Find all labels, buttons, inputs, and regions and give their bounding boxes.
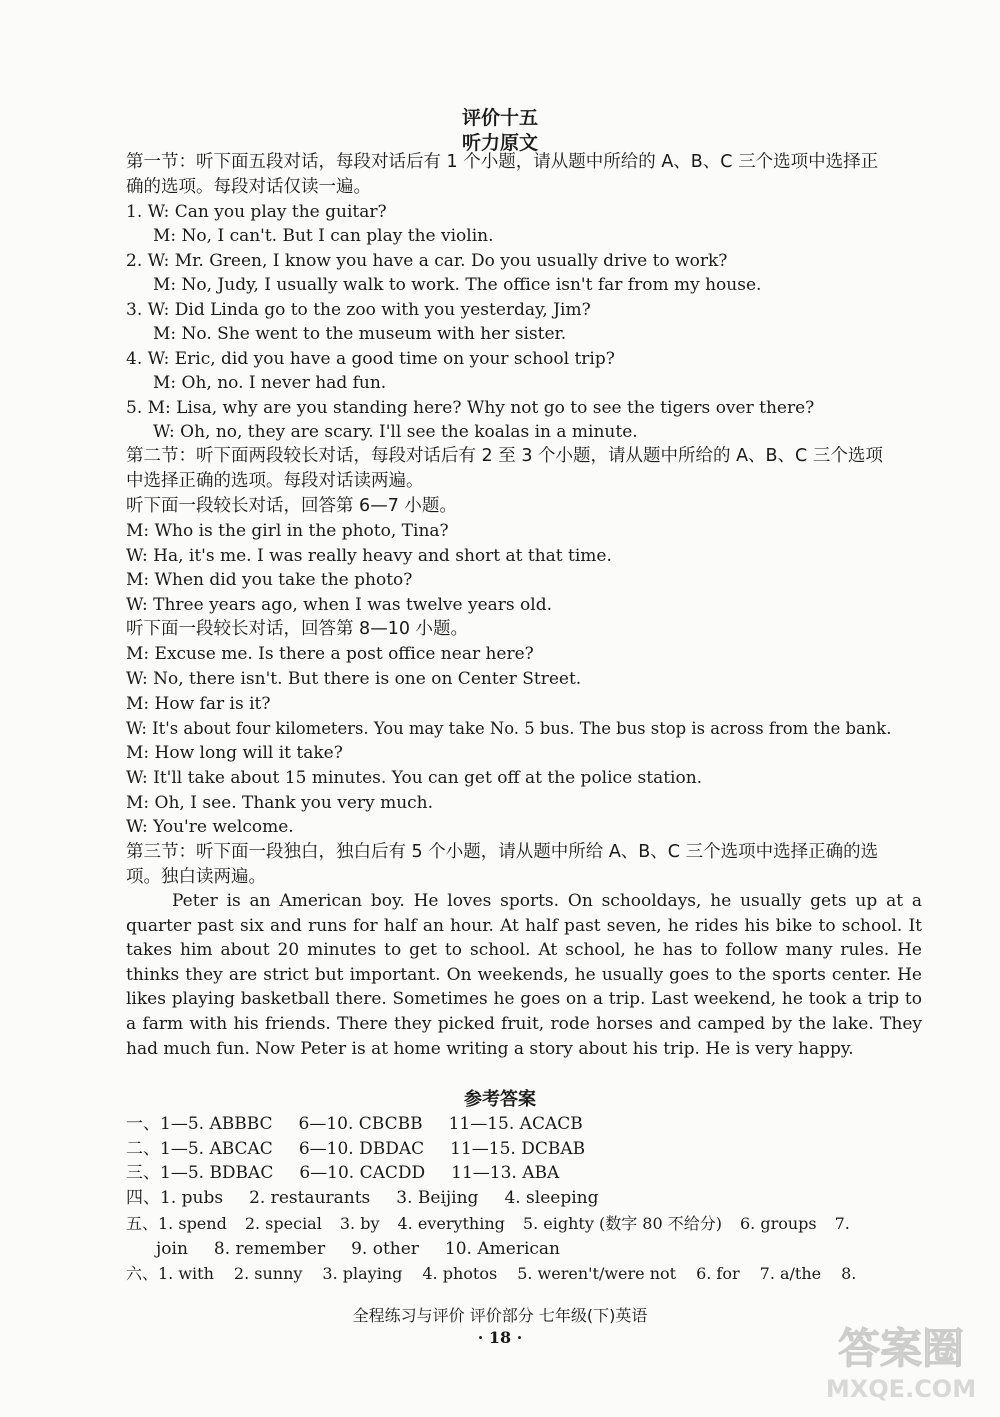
- dialog-line: M: How far is it?: [126, 694, 271, 714]
- section2-intro-line2: 中选择正确的选项。每段对话读两遍。: [126, 471, 424, 491]
- monologue-passage: Peter is an American boy. He loves sports. On schooldays, he usually gets up at a quarter past six and runs for half an hour. At half past seven, he rides his bike to school. It takes him about 20 minutes to get to school. At school, he has to follow many rules. He thinks they are strict but important. On weekends, he usually goes to the sports center. He likes playing basketball there. Sometimes he goes on a trip. Last weekend, he took a trip to a farm with his friends. There they picked fruit, rode horses and camped by the lake. They had much fun. Now Peter is at home writing a story about his trip. He is very happy.: [126, 891, 922, 1059]
- dialog-line: M: No. She went to the museum with her sister.: [153, 324, 567, 344]
- dialog1-intro: 听下面一段较长对话，回答第 6—7 小题。: [126, 496, 457, 516]
- answer-row: 三、1—5. BDBAC 6—10. CACDD 11—13. ABA: [126, 1163, 560, 1183]
- dialog-line: M: No, Judy, I usually walk to work. The office isn't far from my house.: [153, 275, 762, 295]
- dialog-line: M: Who is the girl in the photo, Tina?: [126, 521, 449, 541]
- dialog-line: 1. W: Can you play the guitar?: [126, 202, 387, 222]
- dialog-line: 4. W: Eric, did you have a good time on your school trip?: [126, 349, 615, 369]
- dialog-line: 3. W: Did Linda go to the zoo with you yesterday, Jim?: [126, 300, 591, 320]
- answer-row: join 8. remember 9. other 10. American: [156, 1239, 560, 1259]
- page-subtitle: 听力原文: [461, 132, 538, 154]
- section3-intro-line1: 第三节：听下面一段独白，独白后有 5 个小题，请从题中所给 A、B、C 三个选项中选择正确的选: [126, 842, 879, 862]
- watermark-bottom-text: MXQE.COM: [825, 1375, 977, 1403]
- dialog-line: W: Three years ago, when I was twelve years old.: [126, 595, 552, 615]
- dialog-line: W: No, there isn't. But there is one on Center Street.: [126, 669, 582, 689]
- answer-row: 二、1—5. ABCAC 6—10. DBDAC 11—15. DCBAB: [126, 1139, 586, 1159]
- section1-intro-line2: 确的选项。每段对话仅读一遍。: [126, 177, 371, 197]
- page-footer: 全程练习与评价 评价部分 七年级(下)英语: [352, 1306, 648, 1325]
- dialog-line: W: Oh, no, they are scary. I'll see the koalas in a minute.: [153, 422, 638, 442]
- dialog-line: M: No, I can't. But I can play the violin.: [153, 226, 494, 246]
- page-number: · 18 ·: [477, 1328, 523, 1347]
- dialog-line: W: Ha, it's me. I was really heavy and short at that time.: [126, 546, 612, 566]
- dialog-line: W: It'll take about 15 minutes. You can get off at the police station.: [126, 768, 703, 788]
- answers-heading: 参考答案: [464, 1089, 536, 1110]
- answer-row: 四、1. pubs 2. restaurants 3. Beijing 4. sleeping: [126, 1188, 599, 1208]
- page-title: 评价十五: [461, 107, 538, 129]
- dialog-line: M: Oh, I see. Thank you very much.: [126, 793, 434, 813]
- section2-intro-line1: 第二节：听下面两段较长对话，每段对话后有 2 至 3 个小题，请从题中所给的 A、B、C 三个选项: [126, 446, 883, 466]
- dialog2-intro: 听下面一段较长对话，回答第 8—10 小题。: [126, 619, 469, 639]
- dialog-line: W: You're welcome.: [126, 817, 294, 837]
- watermark-top-text: 答案圈: [837, 1324, 965, 1373]
- section1-intro-line1: 第一节：听下面五段对话，每段对话后有 1 个小题，请从题中所给的 A、B、C 三个选项中选择正: [126, 152, 879, 172]
- dialog-line: M: How long will it take?: [126, 743, 343, 763]
- dialog-line: M: Oh, no. I never had fun.: [153, 373, 387, 393]
- section3-intro-line2: 项。独白读两遍。: [126, 867, 266, 887]
- watermark-logo: [816, 1313, 986, 1403]
- dialog-line: M: When did you take the photo?: [126, 570, 413, 590]
- dialog-line: M: Excuse me. Is there a post office near here?: [126, 644, 534, 664]
- dialog-line: 5. M: Lisa, why are you standing here? Why not go to see the tigers over there?: [126, 398, 815, 418]
- answer-row: 五、1. spend 2. special 3. by 4. everything 5. eighty (数字 80 不给分) 6. groups 7.: [126, 1214, 850, 1233]
- answer-row: 六、1. with 2. sunny 3. playing 4. photos 5. weren't/were not 6. for 7. a/the 8.: [126, 1264, 857, 1283]
- dialog-line: 2. W: Mr. Green, I know you have a car. Do you usually drive to work?: [126, 251, 728, 271]
- answer-row: 一、1—5. ABBBC 6—10. CBCBB 11—15. ACACB: [126, 1114, 583, 1134]
- dialog-line: W: It's about four kilometers. You may take No. 5 bus. The bus stop is across from the bank.: [126, 719, 892, 738]
